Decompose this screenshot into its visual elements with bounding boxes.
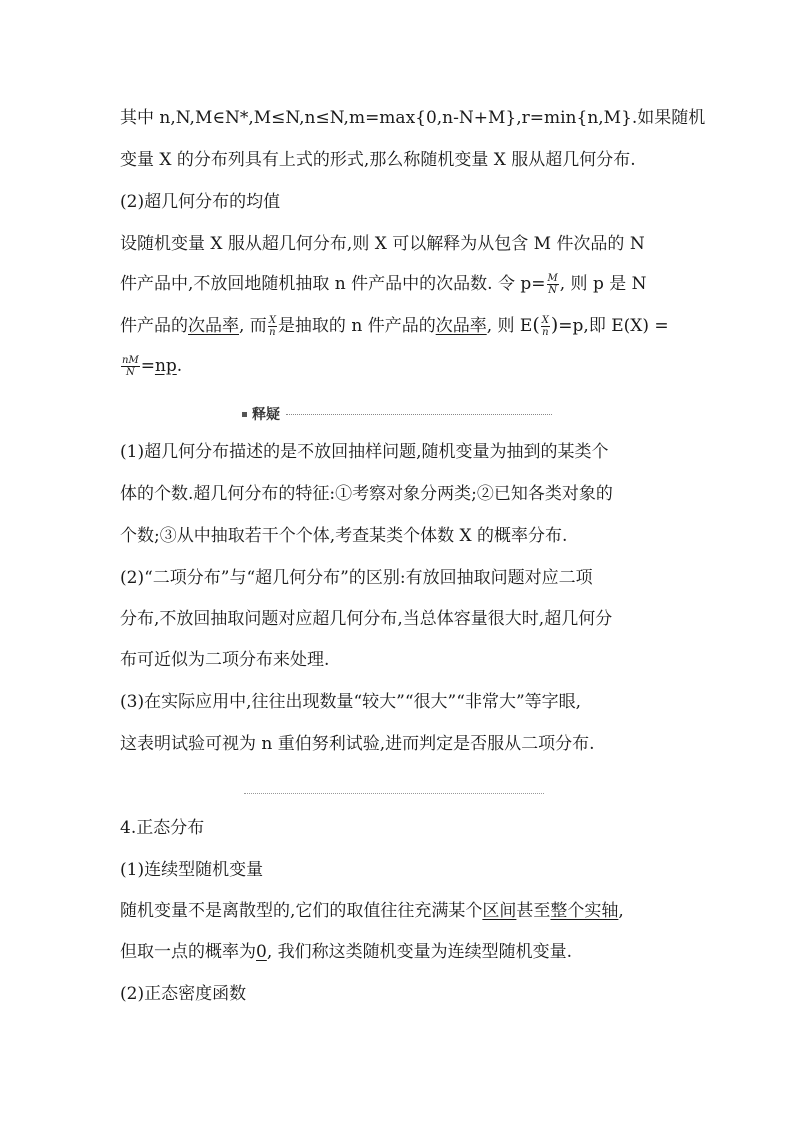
text-segment: , 我们称这类随机变量为连续型随机变量. — [266, 942, 573, 962]
text-line: 个数;③从中抽取若干个个体,考查某类个体数 X 的概率分布. — [120, 526, 568, 546]
underlined-term: np — [154, 356, 177, 376]
text-segment: 随机变量不是离散型的,它们的取值往往充满某个 — [120, 901, 483, 921]
explain-header — [242, 402, 552, 426]
fraction-nM-over-N — [121, 355, 140, 378]
text-line: 分布,不放回抽取问题对应超几何分布,当总体容量很大时,超几何分 — [120, 609, 613, 629]
text-line-with-fraction — [120, 354, 182, 378]
fraction-numerator: X — [541, 315, 549, 326]
fraction-denominator: N — [125, 367, 135, 378]
text-line-with-fraction — [120, 272, 647, 296]
text-segment: 但取一点的概率为 — [120, 942, 256, 962]
text-segment: 是抽取的 n 件产品的 — [277, 316, 436, 336]
text-line — [120, 899, 624, 923]
explain-title: 释疑 — [252, 407, 280, 423]
text-line: 布可近似为二项分布来处理. — [120, 650, 330, 670]
underlined-term: 次品率 — [435, 316, 487, 336]
underlined-term: 区间 — [482, 901, 517, 921]
fraction-numerator: X — [268, 315, 276, 326]
text-line — [120, 940, 572, 964]
text-line: 设随机变量 X 服从超几何分布,则 X 可以解释为从包含 M 件次品的 N — [120, 234, 645, 254]
text-segment: 件产品的 — [120, 316, 188, 336]
section-heading: 4.正态分布 — [120, 818, 205, 838]
text-line: 体的个数.超几何分布的特征:①考察对象分两类;②已知各类对象的 — [120, 484, 613, 504]
section-divider — [244, 793, 544, 794]
text-segment: , 则 E — [486, 316, 533, 336]
underlined-term: 整个实轴 — [550, 901, 619, 921]
text-line: (2)“二项分布”与“超几何分布”的区别:有放回抽取问题对应二项 — [120, 568, 593, 588]
square-bullet-icon — [242, 412, 247, 417]
underlined-term: 0 — [256, 942, 267, 962]
subheading: (1)连续型随机变量 — [120, 860, 264, 880]
subheading-mean: (2)超几何分布的均值 — [120, 192, 281, 212]
text-segment: 件产品中,不放回地随机抽取 n 件产品中的次品数. 令 p= — [120, 274, 546, 294]
text-segment: , 而 — [239, 316, 267, 336]
text-line: (3)在实际应用中,往往出现数量“较大”“很大”“非常大”等字眼, — [120, 692, 582, 712]
fraction-X-over-n — [268, 315, 277, 338]
paren-open: ( — [532, 314, 540, 336]
text-segment: , — [618, 901, 624, 921]
fraction-denominator: n — [269, 327, 276, 338]
fraction-numerator: nM — [122, 355, 139, 366]
fraction-numerator: M — [547, 273, 558, 284]
paren-close: ) — [550, 314, 559, 336]
text-segment: = — [140, 356, 155, 376]
fraction-denominator: N — [548, 285, 557, 296]
text-segment: =p,即 E(X) = — [558, 316, 669, 336]
text-line: 其中 n,N,M∈N*,M≤N,n≤N,m=max{0,n-N+M},r=min{n,M}.如果随机 — [120, 108, 706, 128]
subheading: (2)正态密度函数 — [120, 984, 247, 1004]
text-segment: 甚至 — [516, 901, 551, 921]
text-line: 这表明试验可视为 n 重伯努利试验,进而判定是否服从二项分布. — [120, 734, 595, 754]
text-line: 变量 X 的分布列具有上式的形式,那么称随机变量 X 服从超几何分布. — [120, 150, 636, 170]
text-line-with-fraction — [120, 313, 669, 338]
text-segment: . — [176, 356, 183, 376]
text-line: (1)超几何分布描述的是不放回抽样问题,随机变量为抽到的某类个 — [120, 442, 609, 462]
dotted-rule — [286, 414, 552, 415]
text-segment: , 则 p 是 N — [559, 274, 647, 294]
fraction-X-over-n — [541, 315, 550, 338]
underlined-term: 次品率 — [188, 316, 239, 336]
fraction-denominator: n — [542, 327, 549, 338]
fraction-M-over-N — [547, 273, 559, 296]
